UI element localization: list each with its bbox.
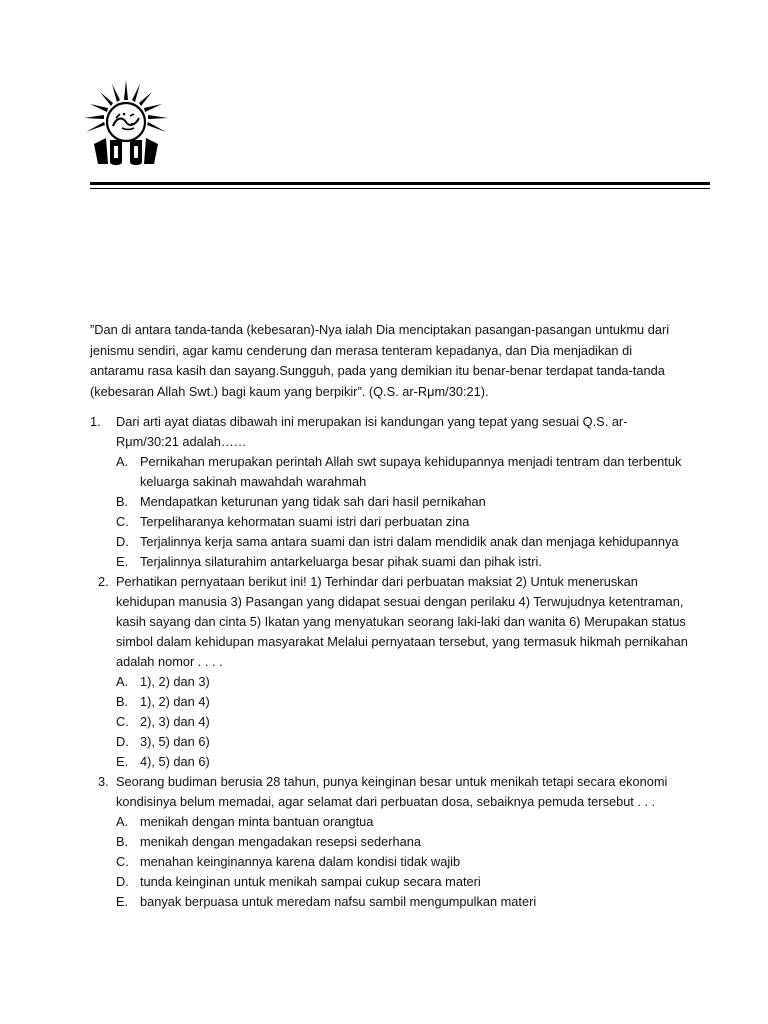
option-letter: A. xyxy=(116,454,129,469)
question-list xyxy=(90,412,690,912)
option-text: 2), 3) dan 4) xyxy=(140,714,210,729)
option-letter: E. xyxy=(116,554,129,569)
option-text: Terpeliharanya kehormatan suami istri dari perbuatan zina xyxy=(140,514,470,529)
quran-quote-paragraph: ”Dan di antara tanda-tanda (kebesaran)-Nya ialah Dia menciptakan pasangan-pasangan untukmu dari jenismu sendiri, agar kamu cenderung dan merasa tenteram kepadanya, dan Dia menjadikan di antaramu rasa kasih dan sayang.Sungguh, pada yang demikian itu benar-benar terdapat tanda-tanda (kebesaran Allah Swt.) bagi kaum yang berpikir”. (Q.S. ar-Rμm/30:21). xyxy=(90,322,670,399)
option-text: Pernikahan merupakan perintah Allah swt supaya kehidupannya menjadi tentram dan terbentuk keluarga sakinah mawahdah warahmah xyxy=(140,454,682,489)
option-letter: C. xyxy=(116,514,129,529)
option-text: Terjalinnya kerja sama antara suami dan istri dalam mendidik anak dan menjaga kehidupannya xyxy=(140,534,679,549)
answer-option xyxy=(116,852,690,872)
option-letter: D. xyxy=(116,734,129,749)
question-text: Perhatikan pernyataan berikut ini! 1) Terhindar dari perbuatan maksiat 2) Untuk meneruskan kehidupan manusia 3) Pasangan yang didapat sesuai dengan perilaku 4) Terwujudnya ketentraman, kasih sayang dan cinta 5) Ikatan yang menyatukan seorang laki-laki dan wanita 6) Merupakan status simbol dalam kehidupan masyarakat Melalui pernyataan tersebut, yang termasuk hikmah pernikahan adalah nomor . . . . xyxy=(116,574,688,669)
question-number: 1. xyxy=(90,414,101,429)
option-text: 1), 2) dan 4) xyxy=(140,694,210,709)
question-text: Seorang budiman berusia 28 tahun, punya keinginan besar untuk menikah tetapi secara ekonomi kondisinya belum memadai, agar selamat dari perbuatan dosa, sebaiknya pemuda tersebut . . . xyxy=(116,774,668,809)
option-text: 1), 2) dan 3) xyxy=(140,674,210,689)
answer-option xyxy=(116,732,690,752)
question-3 xyxy=(90,772,690,912)
option-text: menikah dengan minta bantuan orangtua xyxy=(140,814,374,829)
option-text: Terjalinnya silaturahim antarkeluarga besar pihak suami dan pihak istri. xyxy=(140,554,542,569)
option-letter: E. xyxy=(116,754,129,769)
option-text: Mendapatkan keturunan yang tidak sah dari hasil pernikahan xyxy=(140,494,486,509)
option-text: menikah dengan mengadakan resepsi sederhana xyxy=(140,834,422,849)
answer-option xyxy=(116,692,690,712)
option-text: 4), 5) dan 6) xyxy=(140,754,210,769)
header-divider-thick xyxy=(90,182,710,185)
question-number: 3. xyxy=(98,774,109,789)
question-1 xyxy=(90,412,690,572)
option-letter: A. xyxy=(116,814,129,829)
option-text: banyak berpuasa untuk meredam nafsu sambil mengumpulkan materi xyxy=(140,894,537,909)
answer-option xyxy=(116,892,690,912)
answer-option xyxy=(116,872,690,892)
answer-option xyxy=(116,532,690,552)
header-divider-thin xyxy=(90,188,710,189)
answer-option xyxy=(116,512,690,532)
option-letter: C. xyxy=(116,854,129,869)
option-text: 3), 5) dan 6) xyxy=(140,734,210,749)
answer-option xyxy=(116,492,690,512)
option-letter: D. xyxy=(116,534,129,549)
option-letter: C. xyxy=(116,714,129,729)
answer-option xyxy=(116,552,690,572)
option-letter: B. xyxy=(116,494,129,509)
option-letter: E. xyxy=(116,894,129,909)
option-letter: A. xyxy=(116,674,129,689)
option-text: menahan keinginannya karena dalam kondisi tidak wajib xyxy=(140,854,461,869)
option-letter: B. xyxy=(116,834,129,849)
answer-options xyxy=(116,672,690,772)
answer-option xyxy=(116,832,690,852)
muhammadiyah-sun-emblem-icon xyxy=(78,78,174,170)
answer-option xyxy=(116,672,690,692)
question-2 xyxy=(90,572,690,772)
option-letter: D. xyxy=(116,874,129,889)
question-text: Dari arti ayat diatas dibawah ini merupakan isi kandungan yang tepat yang sesuai Q.S. ar-Rμm/30:21 adalah…… xyxy=(116,414,628,449)
answer-options xyxy=(116,452,690,572)
option-letter: B. xyxy=(116,694,129,709)
option-text: tunda keinginan untuk menikah sampai cukup secara materi xyxy=(140,874,481,889)
answer-option xyxy=(116,752,690,772)
answer-option xyxy=(116,712,690,732)
answer-option xyxy=(116,812,690,832)
question-number: 2. xyxy=(98,574,109,589)
answer-option xyxy=(116,452,690,492)
answer-options xyxy=(116,812,690,912)
